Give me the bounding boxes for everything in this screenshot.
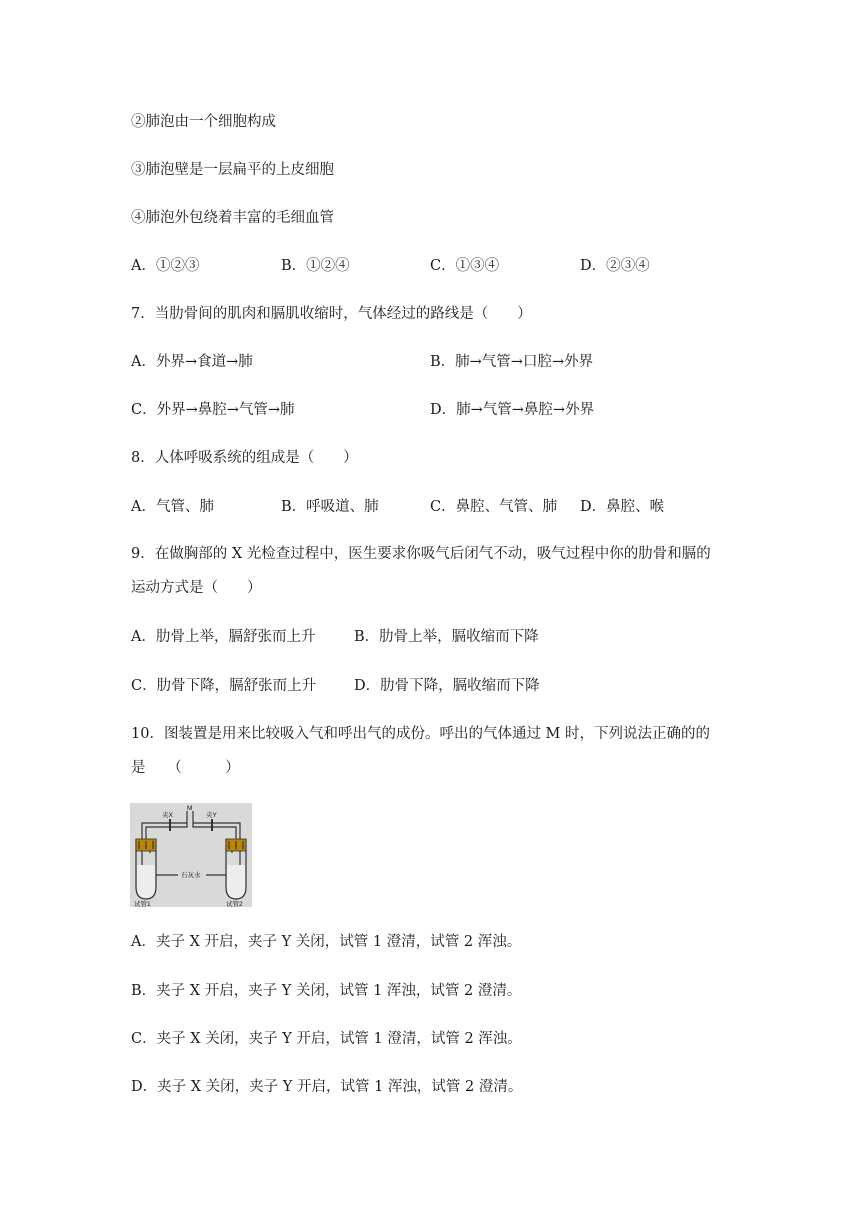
- q9-option-b: B．肋骨上举，膈收缩而下降: [354, 629, 539, 645]
- q7-option-c: C．外界→鼻腔→气管→肺: [131, 402, 295, 418]
- q9-stem-line2: 运动方式是（ ）: [131, 580, 262, 596]
- limewater-1: [137, 865, 155, 898]
- q6-option-c: C．①③④: [430, 258, 500, 274]
- apparatus-figure: [130, 803, 252, 907]
- q7-stem: 7．当肋骨间的肌肉和膈肌收缩时，气体经过的路线是（ ）: [131, 306, 532, 322]
- q7-option-d: D．肺→气管→鼻腔→外界: [430, 402, 595, 418]
- label-tube-2: 试管2: [226, 901, 243, 907]
- q10-stem-line2: 是 （ ）: [131, 760, 240, 776]
- label-tube-1: 试管1: [134, 901, 151, 907]
- q10-stem-line1: 10．图装置是用来比较吸入气和呼出气的成份。呼出的气体通过 M 时，下列说法正确的的: [131, 726, 711, 742]
- apparatus-diagram: [130, 803, 252, 907]
- q10-option-a: A．夹子 X 开启，夹子 Y 关闭，试管 1 澄清，试管 2 浑浊。: [131, 934, 522, 950]
- limewater-2: [227, 865, 245, 898]
- q6-option-d: D．②③④: [580, 258, 650, 274]
- label-m: M: [187, 805, 193, 812]
- q9-stem-line1: 9．在做胸部的 X 光检查过程中，医生要求你吸气后闭气不动，吸气过程中你的肋骨和膈的: [131, 546, 711, 562]
- q9-option-a: A．肋骨上举，膈舒张而上升: [131, 629, 316, 645]
- q8-option-a: A．气管、肺: [131, 499, 214, 515]
- q8-option-b: B．呼吸道、肺: [281, 499, 379, 515]
- label-limewater: 石灰水: [181, 872, 201, 879]
- q8-stem: 8．人体呼吸系统的组成是（ ）: [131, 450, 358, 466]
- statement-2: ②肺泡由一个细胞构成: [131, 114, 276, 130]
- q6-option-a: A．①②③: [131, 258, 200, 274]
- q8-option-d: D．鼻腔、喉: [580, 499, 665, 515]
- statement-3: ③肺泡壁是一层扁平的上皮细胞: [131, 162, 334, 178]
- label-clamp-x: 夹X: [162, 812, 173, 819]
- q7-option-b: B．肺→气管→口腔→外界: [430, 354, 594, 370]
- q10-option-c: C．夹子 X 关闭，夹子 Y 开启，试管 1 澄清，试管 2 浑浊。: [131, 1031, 522, 1047]
- q7-option-a: A．外界→食道→肺: [131, 354, 253, 370]
- q10-option-b: B．夹子 X 开启，夹子 Y 关闭，试管 1 浑浊，试管 2 澄清。: [131, 983, 522, 999]
- q8-option-c: C．鼻腔、气管、肺: [430, 499, 558, 515]
- q9-option-c: C．肋骨下降，膈舒张而上升: [131, 678, 317, 694]
- statement-4: ④肺泡外包绕着丰富的毛细血管: [131, 210, 334, 226]
- q6-option-b: B．①②④: [281, 258, 350, 274]
- q10-option-d: D．夹子 X 关闭，夹子 Y 开启，试管 1 浑浊，试管 2 澄清。: [131, 1079, 523, 1095]
- label-clamp-y: 夹Y: [206, 812, 217, 819]
- q9-option-d: D．肋骨下降，膈收缩而下降: [354, 678, 540, 694]
